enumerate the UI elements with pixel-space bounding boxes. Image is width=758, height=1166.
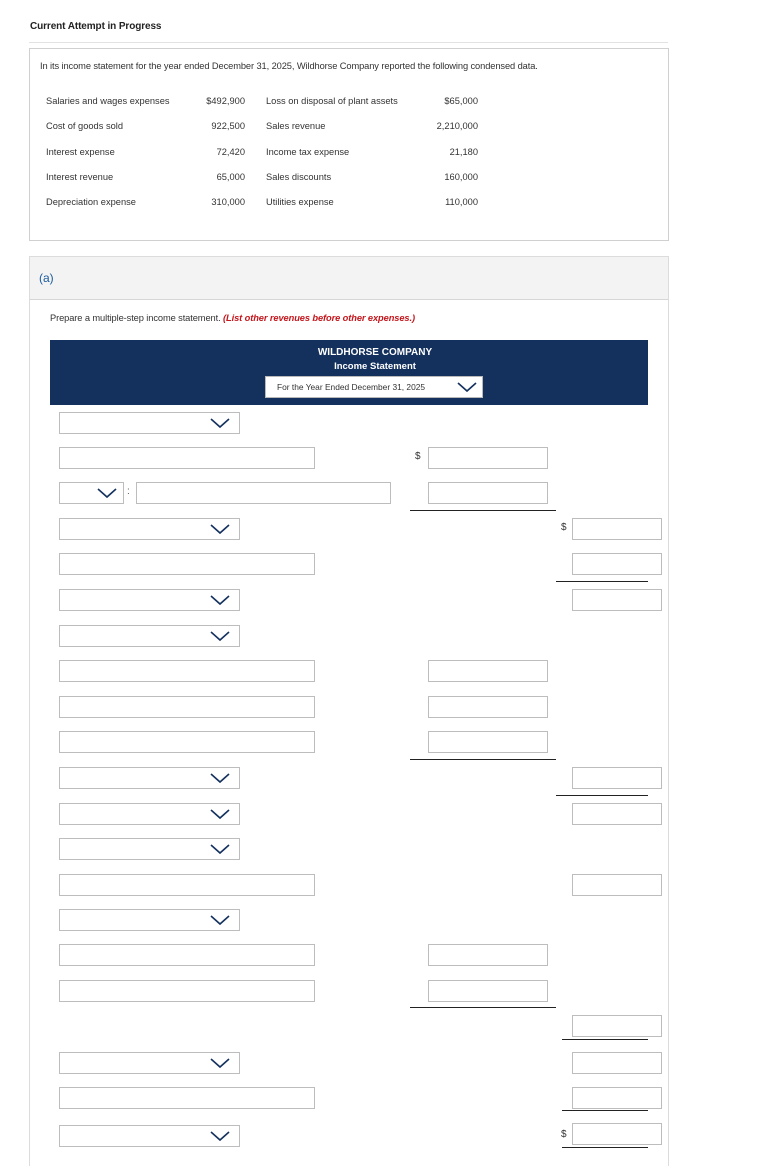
amount-input[interactable] [428, 980, 548, 1002]
data-value: 72,420 [216, 147, 245, 157]
problem-data-panel [29, 48, 669, 241]
chevron-down-icon [96, 486, 118, 500]
part-a-header [29, 256, 669, 300]
amount-input[interactable] [572, 589, 662, 611]
period-dropdown[interactable] [265, 376, 483, 398]
data-label: Interest expense [46, 147, 115, 157]
amount-input[interactable] [572, 553, 662, 575]
data-value: 21,180 [449, 147, 478, 157]
amount-input[interactable] [428, 482, 548, 504]
chevron-down-icon [209, 842, 231, 856]
chevron-down-icon [209, 771, 231, 785]
account-select[interactable] [59, 1125, 240, 1147]
total-underline [410, 1007, 556, 1008]
total-underline [562, 1147, 648, 1148]
instruction-text: Prepare a multiple-step income statement. [50, 313, 221, 323]
statement-title: Income Statement [334, 361, 416, 372]
amount-input[interactable] [428, 447, 548, 469]
data-label: Sales discounts [266, 172, 332, 182]
account-input[interactable] [59, 447, 315, 469]
account-select[interactable] [59, 838, 240, 860]
data-value: 65,000 [216, 172, 245, 182]
account-select[interactable] [59, 803, 240, 825]
data-label: Utilities expense [266, 197, 334, 207]
data-value: 2,210,000 [436, 121, 478, 131]
amount-input[interactable] [572, 1123, 662, 1145]
company-name: WILDHORSE COMPANY [317, 347, 433, 358]
instruction [50, 313, 415, 323]
account-select[interactable] [59, 518, 240, 540]
data-value: 110,000 [445, 197, 478, 207]
amount-input[interactable] [428, 696, 548, 718]
amount-input[interactable] [428, 731, 548, 753]
total-underline [556, 581, 648, 582]
prefix-select[interactable] [59, 482, 124, 504]
dollar-sign: $ [561, 1129, 567, 1140]
chevron-down-icon [209, 629, 231, 643]
account-input[interactable] [136, 482, 391, 504]
account-select[interactable] [59, 1052, 240, 1074]
amount-input[interactable] [572, 1015, 662, 1037]
divider [29, 42, 668, 43]
account-input[interactable] [59, 660, 315, 682]
account-input[interactable] [59, 731, 315, 753]
data-value: 922,500 [211, 121, 245, 131]
data-value: 310,000 [211, 197, 245, 207]
account-input[interactable] [59, 696, 315, 718]
total-underline [410, 759, 556, 760]
total-underline [410, 510, 556, 511]
amount-input[interactable] [572, 803, 662, 825]
dollar-sign: $ [561, 522, 567, 533]
chevron-down-icon [209, 913, 231, 927]
account-select[interactable] [59, 767, 240, 789]
chevron-down-icon [209, 1056, 231, 1070]
amount-input[interactable] [572, 767, 662, 789]
dollar-sign: $ [415, 451, 421, 462]
data-label: Loss on disposal of plant assets [266, 96, 398, 106]
amount-input[interactable] [428, 660, 548, 682]
data-value: $492,900 [206, 96, 245, 106]
account-select[interactable] [59, 909, 240, 931]
account-select[interactable] [59, 625, 240, 647]
instruction-note: (List other revenues before other expenses.) [223, 313, 415, 323]
account-select[interactable] [59, 589, 240, 611]
chevron-down-icon [209, 522, 231, 536]
chevron-down-icon [209, 807, 231, 821]
data-label: Salaries and wages expenses [46, 96, 170, 106]
account-input[interactable] [59, 1087, 315, 1109]
data-value: $65,000 [444, 96, 478, 106]
data-label: Cost of goods sold [46, 121, 124, 131]
chevron-down-icon [209, 1129, 231, 1143]
chevron-down-icon [209, 593, 231, 607]
account-input[interactable] [59, 874, 315, 896]
amount-input[interactable] [572, 874, 662, 896]
amount-input[interactable] [572, 518, 662, 540]
chevron-down-icon [209, 416, 231, 430]
total-underline [562, 1110, 648, 1111]
total-underline [556, 795, 648, 796]
data-label: Depreciation expense [46, 197, 136, 207]
part-a-label: (a) [39, 271, 54, 285]
colon-separator: : [127, 486, 130, 497]
account-input[interactable] [59, 980, 315, 1002]
amount-input[interactable] [428, 944, 548, 966]
chevron-down-icon [456, 380, 478, 394]
problem-intro: In its income statement for the year ended December 31, 2025, Wildhorse Company reported the following condensed data. [40, 61, 538, 71]
data-value: 160,000 [444, 172, 478, 182]
account-select[interactable] [59, 412, 240, 434]
period-dropdown-value: For the Year Ended December 31, 2025 [277, 382, 426, 392]
amount-input[interactable] [572, 1052, 662, 1074]
data-label: Sales revenue [266, 121, 326, 131]
account-input[interactable] [59, 944, 315, 966]
account-input[interactable] [59, 553, 315, 575]
data-label: Income tax expense [266, 147, 350, 157]
data-label: Interest revenue [46, 172, 114, 182]
status-label: Current Attempt in Progress [30, 21, 162, 32]
total-underline [562, 1039, 648, 1040]
amount-input[interactable] [572, 1087, 662, 1109]
